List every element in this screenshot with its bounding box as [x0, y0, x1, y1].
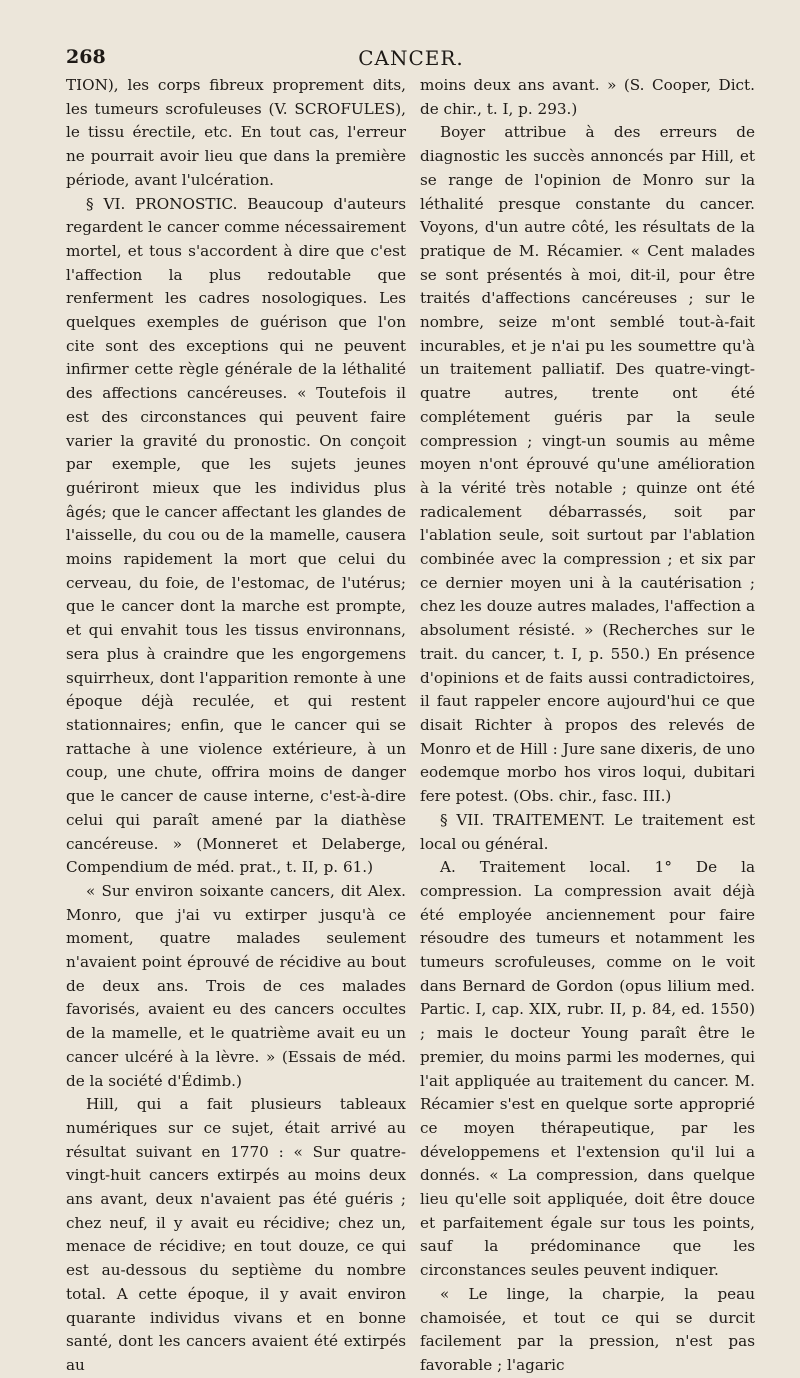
paragraph-linge: « Le linge, la charpie, la peau chamoisée, et tout ce qui se durcit facilement par la pression, n'est pas favorable ; l'agaric [420, 1284, 755, 1374]
paragraph-boyer: Boyer attribue à des erreurs de diagnostic les succès annoncés par Hill, et se range de l'opinion de Monro sur la léthalité presque constante du cancer. Voyons, d'un autre côté, les résultats de la pratique de M. Récamier. « Cent malades se sont présentés à moi, dit-il, pour être traités d'affections cancéreuses ; sur le nombre, seize m'ont semblé tout-à-fait incurables, et je n'ai pu les soumettre qu'à un traitement palliatif. Des quatre-vingt-quatre autres, trente ont été complétement guéris par la seule compression ; vingt-un soumis au même moyen n'ont éprouvé qu'une amélioration à la vérité très notable ; quinze ont été radicalement débarrassés, soit par l'ablation seule, soit surtout par l'ablation combinée avec la compression ; et six par ce dernier moyen uni à la cautérisation ; chez les douze autres malades, l'affection a absolument résisté. » (Recherches sur le trait. du cancer, t. I, p. 550.) En présence d'opinions et de faits aussi contradictoires, il faut rappeler encore aujourd'hui ce que disait Richter à propos des relevés de Monro et de Hill : Jure sane dixeris, de uno eodemque morbo hos viros loqui, dubitari fere potest. (Obs. chir., fasc. III.) [420, 123, 755, 806]
left-column [66, 74, 406, 1378]
paragraph-pronostic: § VI. PRONOSTIC. Beaucoup d'auteurs regardent le cancer comme nécessairement mortel, et tous s'accordent à dire que c'est l'affection la plus redoutable que renferment les cadres nosologiques. Les quelques exemples de guérison que l'on cite sont des exceptions qui ne peuvent infirmer cette règle générale de la léthalité des affections cancéreuses. « Toutefois il est des circonstances qui peuvent faire varier la gravité du pronostic. On conçoit par exemple, que les sujets jeunes guériront mieux que les individus plus âgés; que le cancer affectant les glandes de l'aisselle, du cou ou de la mamelle, causera moins rapidement la mort que celui du cerveau, du foie, de l'estomac, de l'utérus; que le cancer dont la marche est prompte, et qui envahit tous les tissus environnans, sera plus à craindre que les engorgemens squirrheux, dont l'apparition remonte à une époque déjà reculée, et qui restent stationnaires; enfin, que le cancer qui se rattache à une violence extérieure, à un coup, une chute, offrira moins de danger que le cancer de cause interne, c'est-à-dire celui qui paraît amené par la diathèse cancéreuse. » (Monneret et Delaberge, Compendium de méd. prat., t. II, p. 61.) [66, 194, 406, 877]
running-title: CANCER. [358, 46, 464, 70]
page-header [66, 46, 756, 72]
paragraph-compression: A. Traitement local. 1° De la compression. La compression avait déjà été employée anciennement pour faire résoudre des tumeurs et notamment les tumeurs scrofuleuses, comme on le voit dans Bernard de Gordon (opus lilium med. Partic. I, cap. XIX, rubr. II, p. 84, ed. 1550) ; mais le docteur Young paraît être le premier, du moins parmi les modernes, qui l'ait appliquée au traitement du cancer. M. Récamier s'est en quelque sorte approprié ce moyen thérapeutique, par les développemens et l'extension qu'il lui a donnés. « La compression, dans quelque lieu qu'elle soit appliquée, doit être douce et parfaitement égale sur tous les points, sauf la prédominance que les circonstances seules peuvent indiquer. [420, 858, 755, 1280]
paragraph-traitement-heading: § VII. TRAITEMENT. Le traitement est local ou général. [420, 810, 755, 853]
paragraph-continuation: TION), les corps fibreux proprement dits, les tumeurs scrofuleuses (V. SCROFULES), le tissu érectile, etc. En tout cas, l'erreur ne pourrait avoir lieu que dans la première période, avant l'ulcération. [66, 76, 406, 189]
paragraph-hill: Hill, qui a fait plusieurs tableaux numériques sur ce sujet, était arrivé au résultat suivant en 1770 : « Sur quatre-vingt-huit cancers extirpés au moins deux ans avant, deux n'avaient pas été guéris ; chez neuf, il y avait eu récidive; chez un, menace de récidive; en tout douze, ce qui est au-dessous du septième du nombre total. A cette époque, il y avait environ quarante individus vivans et en bonne santé, dont les cancers avaient été extirpés au [66, 1095, 406, 1374]
paragraph-monro: « Sur environ soixante cancers, dit Alex. Monro, que j'ai vu extirper jusqu'à ce moment, quatre malades seulement n'avaient point éprouvé de récidive au bout de deux ans. Trois de ces malades favorisés, avaient eu des cancers occultes de la mamelle, et le quatrième avait eu un cancer ulcéré à la lèvre. » (Essais de méd. de la société d'Édimb.) [66, 881, 406, 1090]
paragraph-continuation-right: moins deux ans avant. » (S. Cooper, Dict. de chir., t. I, p. 293.) [420, 76, 755, 118]
page-number: 268 [66, 46, 106, 68]
right-column [420, 74, 755, 1378]
